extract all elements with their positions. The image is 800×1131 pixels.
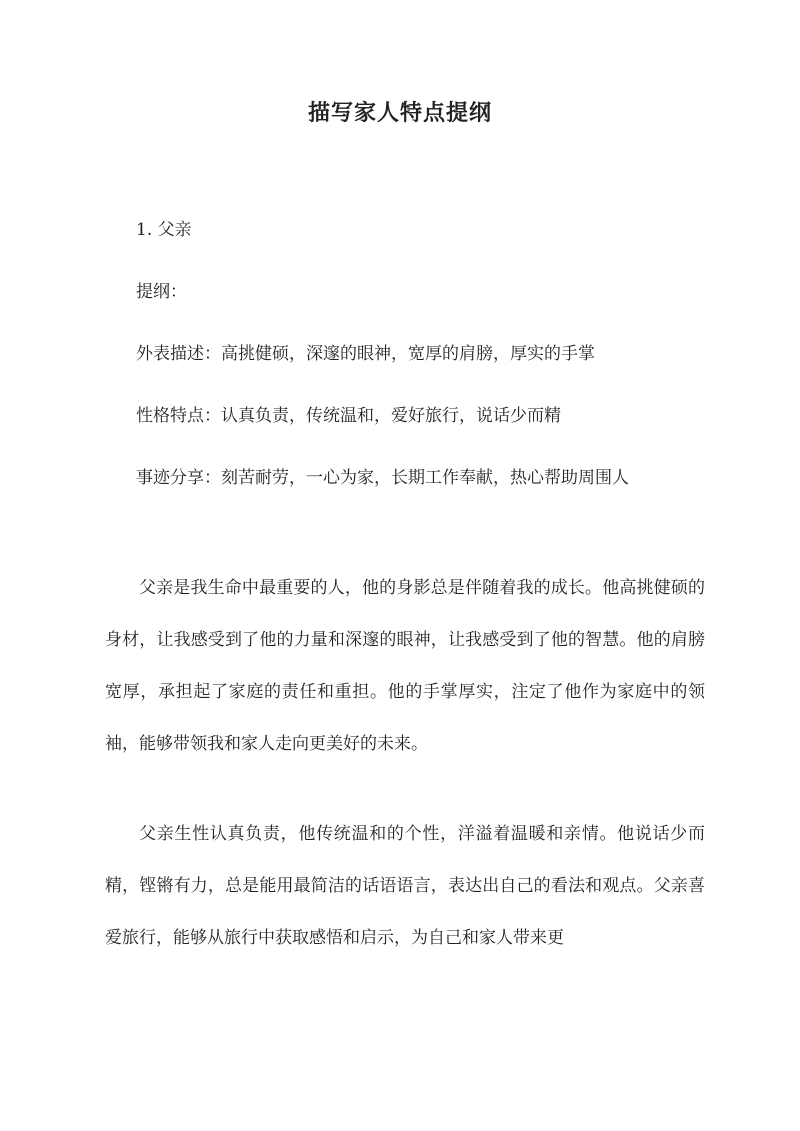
outline-label: 提纲： (136, 282, 187, 302)
section-heading: 1. 父亲 (136, 220, 192, 240)
paragraph-appearance: 父亲是我生命中最重要的人，他的身影总是伴随着我的成长。他高挑健硕的身材，让我感受到了他的力量和深邃的眼神，让我感受到了他的智慧。他的肩膀宽厚，承担起了家庭的责任和重担。他的手掌厚实，注定了他作为家庭中的领袖，能够带领我和家人走向更美好的未来。 (105, 578, 705, 754)
outline-item-appearance: 外表描述：高挑健硕，深邃的眼神，宽厚的肩膀，厚实的手掌 (136, 344, 595, 364)
document-title: 描写家人特点提纲 (307, 100, 492, 126)
outline-section (136, 212, 716, 522)
outline-item-personality: 性格特点：认真负责，传统温和，爱好旅行，说话少而精 (136, 406, 561, 426)
outline-item-deeds: 事迹分享：刻苦耐劳，一心为家，长期工作奉献，热心帮助周围人 (136, 468, 629, 488)
paragraph-personality: 父亲生性认真负责，他传统温和的个性，洋溢着温暖和亲情。他说话少而精，铿锵有力，总是能用最简洁的话语语言，表达出自己的看法和观点。父亲喜爱旅行，能够从旅行中获取感悟和启示，为自己和家人带来更 (105, 824, 705, 948)
